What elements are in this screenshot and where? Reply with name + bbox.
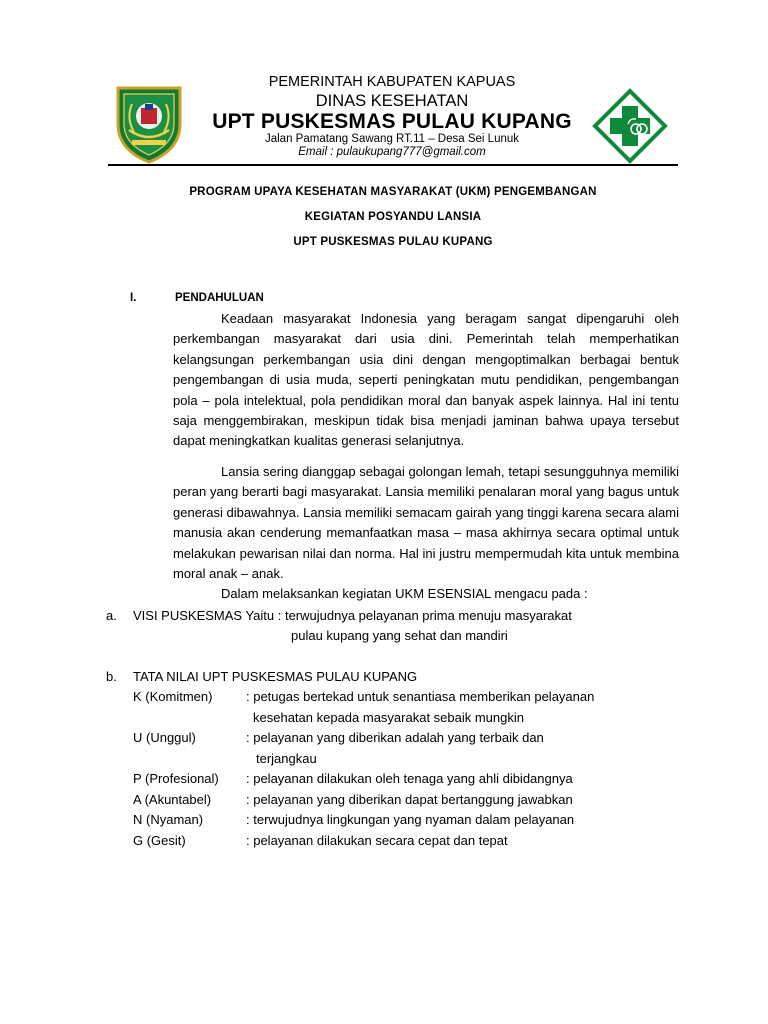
item-a-vision-line1: VISI PUSKESMAS Yaitu : terwujudnya pelayanan prima menuju masyarakat (133, 608, 572, 623)
value-desc-profesional: : pelayanan dilakukan oleh tenaga yang ahli dibidangnya (246, 771, 573, 786)
letterhead-divider (108, 164, 678, 166)
item-b-marker: b. (106, 669, 117, 684)
document-title-line1: PROGRAM UPAYA KESEHATAN MASYARAKAT (UKM) PENGEMBANGAN (189, 186, 597, 198)
value-desc-komitmen-cont: kesehatan kepada masyarakat sebaik mungkin (253, 710, 524, 725)
intro-paragraph-2: Lansia sering dianggap sebagai golongan lemah, tetapi sesungguhnya memiliki peran yang berarti bagi masyarakat. Lansia memiliki penalaran moral yang bagus untuk generasi dibawahnya. Lansia memiliki semacam gairah yang tinggi karena secara alami manusia akan cenderung memanfaatkan masa – masa akhirnya secara optimal untuk melakukan pewarisan nilai dan norma. Hal ini justru mempermudah kita untuk membina moral anak – anak. (173, 464, 679, 582)
letterhead-org-name: UPT PUSKESMAS PULAU KUPANG (212, 110, 572, 133)
item-a-marker: a. (106, 608, 117, 623)
intro-paragraph-3: Dalam melaksankan kegiatan UKM ESENSIAL mengacu pada : (221, 586, 588, 601)
document-title-line2: KEGIATAN POSYANDU LANSIA (304, 211, 482, 223)
letterhead-email: Email : pulaukupang777@gmail.com (298, 146, 486, 158)
item-b-heading: TATA NILAI UPT PUSKESMAS PULAU KUPANG (133, 669, 418, 684)
item-a-vision-line2: pulau kupang yang sehat dan mandiri (291, 628, 508, 643)
value-term-profesional: P (Profesional) (133, 771, 219, 786)
intro-paragraph-1: Keadaan masyarakat Indonesia yang beragam sangat dipengaruhi oleh perkembangan masyarakat dari usia dini. Pemerintah telah memperhatikan kelangsungan perkembangan usia dini dengan mengoptimalkan berbagai bentuk pengembangan di usia muda, seperti peningkatan mutu pendidikan, pengembangan pola – pola intelektual, pola pendidikan moral dan banyak aspek lainnya. Hal ini tentu saja menggembirakan, meskipun tidak bisa menjadi jaminan bahwa upaya tersebut dapat meningkatkan kualitas generasi selanjutnya. (173, 311, 679, 449)
value-desc-komitmen: : petugas bertekad untuk senantiasa memberikan pelayanan (246, 689, 595, 704)
value-term-unggul: U (Unggul) (133, 730, 196, 745)
value-term-gesit: G (Gesit) (133, 833, 186, 848)
section-number: I. (130, 292, 137, 304)
section-heading: PENDAHULUAN (175, 292, 264, 304)
letterhead-government: PEMERINTAH KABUPATEN KAPUAS (268, 74, 516, 90)
value-desc-gesit: : pelayanan dilakukan secara cepat dan tepat (246, 833, 508, 848)
letterhead-department: DINAS KESEHATAN (315, 92, 469, 110)
document-title-line3: UPT PUSKESMAS PULAU KUPANG (293, 236, 493, 248)
value-desc-unggul-cont: terjangkau (256, 751, 317, 766)
value-term-komitmen: K (Komitmen) (133, 689, 213, 704)
letterhead-address: Jalan Pamatang Sawang RT.11 – Desa Sei Lunuk (264, 133, 520, 145)
value-desc-unggul: : pelayanan yang diberikan adalah yang terbaik dan (246, 730, 544, 745)
value-desc-akuntabel: : pelayanan yang diberikan dapat bertanggung jawabkan (246, 792, 573, 807)
value-term-akuntabel: A (Akuntabel) (133, 792, 212, 807)
kabupaten-emblem-icon (112, 84, 186, 164)
value-desc-nyaman: : terwujudnya lingkungan yang nyaman dalam pelayanan (246, 812, 575, 827)
value-term-nyaman: N (Nyaman) (133, 812, 204, 827)
puskesmas-logo-icon (592, 88, 668, 164)
